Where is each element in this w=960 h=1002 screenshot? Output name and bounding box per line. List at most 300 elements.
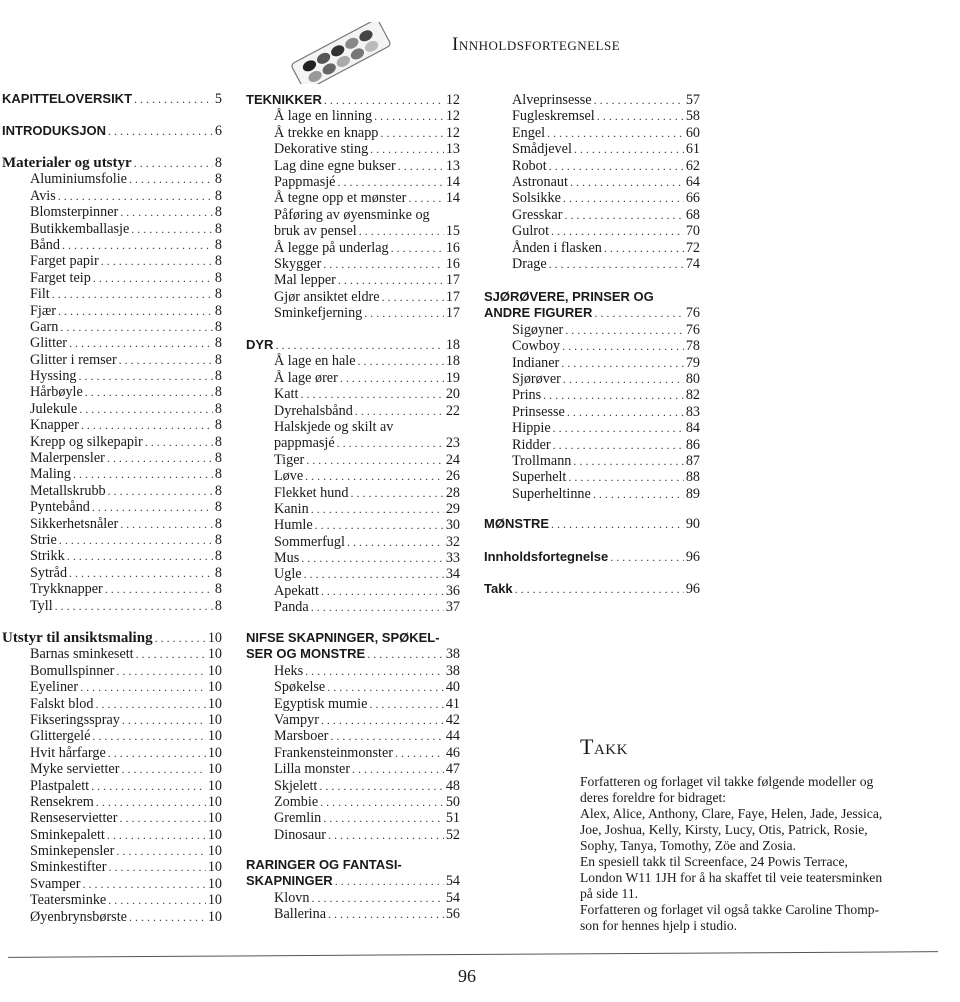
toc-item-title: bruk av pensel: [274, 223, 357, 240]
toc-item: [2, 303, 222, 319]
toc-item: [484, 240, 700, 256]
toc-item-page: 8: [214, 466, 222, 483]
dot-leader: [73, 466, 213, 482]
toc-item: [484, 190, 700, 206]
toc-item-title: Bomullspinner: [30, 662, 115, 679]
toc-item: [246, 696, 460, 712]
toc-item-page: 8: [214, 302, 222, 319]
toc-item-title: Eyeliner: [30, 679, 79, 696]
takk-line: Joe, Joshua, Kelly, Kirsty, Lucy, Otis, Patrick, Rosie,: [580, 822, 868, 837]
dot-leader: [80, 679, 206, 695]
dot-leader: [107, 827, 206, 843]
takk-line: London W11 1JH for å ha skaffet til veie teatersminken: [580, 870, 883, 885]
toc-item-page: 8: [214, 368, 222, 385]
toc-item-page: 14: [445, 173, 460, 190]
toc-item-title: Tiger: [274, 451, 305, 468]
toc-item-page: 8: [214, 384, 222, 401]
dot-leader: [352, 761, 444, 777]
toc-item-title: Smådjevel: [512, 141, 572, 158]
toc-item: [2, 679, 222, 695]
toc-item-title: Pappmasjé: [274, 173, 336, 190]
toc-item-title: Lilla monster: [274, 761, 351, 778]
toc-item-title: Sjørøver: [512, 370, 561, 387]
toc-item-page: 38: [445, 662, 460, 679]
dot-leader: [543, 387, 684, 403]
toc-item-title: Katt: [274, 386, 299, 403]
toc-item-page: 26: [445, 468, 460, 485]
toc-item: [484, 322, 700, 338]
takk-section: [580, 734, 940, 934]
toc-item-title: Cowboy: [512, 338, 561, 355]
toc-item: [2, 532, 222, 548]
toc-item: [246, 435, 460, 451]
dot-leader: [547, 125, 684, 141]
toc-item-page: 82: [685, 387, 700, 404]
dot-leader: [108, 745, 206, 761]
toc-item: [484, 338, 700, 354]
dot-leader: [105, 581, 213, 597]
toc-item-title: Indianer: [512, 354, 560, 371]
toc-item: [246, 583, 460, 599]
dot-leader: [108, 892, 206, 908]
toc-item-title: Dekorative sting: [274, 141, 369, 158]
toc-item-title: Gulrot: [512, 223, 550, 240]
toc-item: [2, 745, 222, 761]
toc-item-title: Sigøyner: [512, 321, 564, 338]
toc-item: [2, 548, 222, 564]
toc-item: [246, 125, 460, 141]
toc-item: [2, 237, 222, 253]
toc-item-title: Å lage ører: [274, 369, 338, 386]
toc-item-page: 22: [445, 402, 460, 419]
toc-item-page: 32: [445, 533, 460, 550]
toc-item-page: 87: [685, 452, 700, 469]
toc-item-page: 10: [207, 711, 222, 728]
toc-item-page: 83: [685, 403, 700, 420]
toc-item-title: Aluminiumsfolie: [30, 171, 127, 188]
toc-item-title: Metallskrubb: [30, 482, 106, 499]
toc-item-title: Superhelt: [512, 469, 567, 486]
toc-item: [2, 221, 222, 237]
toc-item: [484, 141, 700, 157]
toc-section-raringer: RARINGER OG FANTASI- SKAPNINGER . . . 54 Klovn . . . 54 Ballerina . . . 56: [246, 857, 460, 923]
toc-item-page: 8: [214, 450, 222, 467]
toc-item-title: Løve: [274, 468, 304, 485]
toc-item: [484, 486, 700, 502]
dot-leader: [382, 289, 444, 305]
takk-line: Forfatteren og forlaget vil også takke Caroline Thomp-: [580, 902, 880, 917]
dot-leader: [96, 794, 206, 810]
dot-leader: [311, 890, 443, 906]
dot-leader: [311, 501, 444, 517]
toc-item-page: 10: [207, 908, 222, 925]
toc-item: [484, 158, 700, 174]
toc-item: [2, 794, 222, 810]
dot-leader: [131, 221, 213, 237]
toc-item-title: Strie: [30, 531, 57, 548]
toc-item: [2, 204, 222, 220]
toc-item: [246, 778, 460, 794]
toc-item-title: Frankensteinmonster: [274, 744, 393, 761]
toc-section-continued: [484, 92, 700, 272]
toc-item: [246, 353, 460, 369]
toc-item-page: 51: [445, 810, 460, 827]
toc-item-title: Øyenbrynsbørste: [30, 908, 127, 925]
toc-item-page: 17: [445, 288, 460, 305]
toc-item: [484, 174, 700, 190]
dot-leader: [549, 158, 684, 174]
toc-item: [484, 355, 700, 371]
dot-leader: [380, 125, 443, 141]
dot-leader: [300, 386, 443, 402]
toc-item-title: Tyll: [30, 597, 53, 614]
toc-item-title: Filt: [30, 286, 50, 303]
toc-item: [246, 174, 460, 190]
toc-item-page: 10: [207, 646, 222, 663]
dot-leader: [593, 486, 684, 502]
dot-leader: [347, 534, 444, 550]
toc-item: [246, 906, 460, 922]
toc-item-title: Mus: [274, 550, 300, 567]
toc-item-title: Marsboer: [274, 728, 329, 745]
toc-item-title: Ugle: [274, 566, 302, 583]
takk-line: son for hennes hjelp i studio.: [580, 918, 738, 933]
dot-leader: [145, 434, 213, 450]
toc-item-title: Humle: [274, 517, 313, 534]
toc-item: [2, 778, 222, 794]
toc-entry-innholdsfortegnelse: Innholdsfortegnelse . . . 96: [484, 549, 700, 565]
toc-item-page: 8: [214, 351, 222, 368]
toc-item: [246, 663, 460, 679]
toc-item-page: 8: [214, 531, 222, 548]
toc-item-title: Svamper: [30, 875, 81, 892]
toc-item-title: Julekule: [30, 400, 78, 417]
toc-item-title: Zombie: [274, 793, 319, 810]
toc-item: [2, 171, 222, 187]
dot-leader: [59, 532, 213, 548]
dot-leader: [116, 843, 205, 859]
toc-item-title: Å trekke en knapp: [274, 124, 379, 141]
toc-item: [2, 761, 222, 777]
dot-leader: [604, 240, 684, 256]
takk-text: [580, 774, 940, 934]
toc-item: [246, 485, 460, 501]
toc-item-page: 57: [685, 92, 700, 108]
toc-item: [2, 810, 222, 826]
dot-leader: [79, 401, 213, 417]
toc-item-title: Sommerfugl: [274, 533, 345, 550]
toc-item-page: 56: [445, 906, 460, 923]
dot-leader: [121, 761, 205, 777]
toc-item-page: 10: [207, 826, 222, 843]
dot-leader: [567, 404, 684, 420]
toc-item: [2, 663, 222, 679]
dot-leader: [129, 909, 206, 925]
dot-leader: [369, 696, 443, 712]
dot-leader: [563, 371, 684, 387]
toc-item-page: 13: [445, 141, 460, 158]
toc-item-title: Hårbøyle: [30, 384, 83, 401]
dot-leader: [67, 548, 213, 564]
dot-leader: [60, 319, 213, 335]
toc-item: [246, 501, 460, 517]
toc-item: [484, 404, 700, 420]
toc-item-title: pappmasjé: [274, 435, 335, 452]
toc-item-page: 62: [685, 157, 700, 174]
dot-leader: [119, 352, 213, 368]
makeup-palette-illustration: [285, 22, 395, 84]
toc-item-title: Rensekrem: [30, 793, 94, 810]
dot-leader: [319, 778, 443, 794]
toc-item-page: 74: [685, 255, 700, 272]
toc-item-page: 8: [214, 515, 222, 532]
toc-item: [2, 253, 222, 269]
toc-item-title: Butikkemballasje: [30, 220, 130, 237]
toc-item-page: 70: [685, 223, 700, 240]
toc-item: [246, 190, 460, 206]
toc-item-page: 17: [445, 305, 460, 322]
toc-item-page: 52: [445, 826, 460, 843]
toc-item-page: 8: [214, 236, 222, 253]
toc-item: [2, 352, 222, 368]
page-number: 96: [458, 966, 476, 986]
toc-section-nifse: NIFSE SKAPNINGER, SPØKEL- SER OG MONSTRE . . . 38 Heks . . . 38 Spøkelse . . . 40 Egyptisk mumie . . . 41 Vampyr . . . 42 Marsboer . . . 44 Frankensteinmonster . . . 46 Lilla monster . . . 47 Skjelett . . . 48 Zombie . . . 50 Gremlin . . . 51 Dinosaur . . . 52: [246, 630, 460, 843]
toc-item-title: Astronaut: [512, 173, 568, 190]
dot-leader: [551, 223, 684, 239]
toc-item: [246, 158, 460, 174]
toc-item-page: 10: [207, 679, 222, 696]
dot-leader: [108, 859, 205, 875]
toc-item: [246, 728, 460, 744]
toc-item: [484, 92, 700, 108]
toc-item: [246, 679, 460, 695]
toc-item: [246, 272, 460, 288]
dot-leader: [563, 190, 684, 206]
toc-item-page: 46: [445, 744, 460, 761]
toc-item: [246, 810, 460, 826]
toc-item-page: 48: [445, 777, 460, 794]
page-title: Innholdsfortegnelse: [452, 34, 621, 55]
dot-leader: [311, 599, 444, 615]
toc-item-page: 66: [685, 190, 700, 207]
toc-item-title: Sikkerhetsnåler: [30, 515, 119, 532]
dot-leader: [340, 370, 444, 386]
toc-item: [2, 270, 222, 286]
dot-leader: [301, 550, 444, 566]
toc-item-page: 89: [685, 485, 700, 502]
dot-leader: [594, 92, 684, 108]
toc-item-title: Barnas sminkesett: [30, 646, 134, 663]
toc-item: [2, 598, 222, 614]
toc-item-title: Robot: [512, 157, 547, 174]
dot-leader: [337, 435, 444, 451]
toc-item-title: Fjær: [30, 302, 57, 319]
dot-leader: [101, 253, 213, 269]
dot-leader: [85, 384, 213, 400]
dot-leader: [69, 335, 213, 351]
dot-leader: [391, 240, 444, 256]
toc-item: [246, 403, 460, 419]
toc-item-page: 10: [207, 728, 222, 745]
toc-item: [2, 188, 222, 204]
dot-leader: [408, 190, 443, 206]
dot-leader: [337, 174, 443, 190]
toc-item-page: 10: [207, 662, 222, 679]
toc-item-title: Flekket hund: [274, 484, 349, 501]
toc-item-title: Gremlin: [274, 810, 322, 827]
toc-item-page: 17: [445, 272, 460, 289]
toc-item: [484, 453, 700, 469]
dot-leader: [93, 270, 213, 286]
toc-item-page: 40: [445, 679, 460, 696]
toc-item-page: 58: [685, 108, 700, 125]
toc-item-title: Heks: [274, 662, 304, 679]
takk-line: Forfatteren og forlaget vil takke følgende modeller og: [580, 774, 874, 789]
toc-item: [2, 581, 222, 597]
toc-item: [246, 761, 460, 777]
toc-item-title: Panda: [274, 599, 309, 616]
toc-item-page: 8: [214, 335, 222, 352]
toc-item: [484, 207, 700, 223]
toc-item-page: 15: [445, 223, 460, 240]
takk-line: Alex, Alice, Anthony, Clare, Faye, Helen, Jade, Jessica,: [580, 806, 883, 821]
dot-leader: [95, 696, 205, 712]
toc-item-page: 8: [214, 417, 222, 434]
toc-item-title: Trollmann: [512, 452, 572, 469]
toc-section-dyr: DYR . . . 18 Å lage en hale . . . 18 Å lage ører . . . 19 Katt . . . 20 Dyrehalsbånd . . . 22 Halskjede og skilt av pappmasjé . . . 23 Tiger . . . 24 Løve . . . 26 Flekket hund . . . 28 Kanin . . . 29 Humle . . . 30 Sommerfugl . . . 32 Mus . . . 33 Ugle . . . 34 Apekatt . . . 36 Panda . . . 37: [246, 337, 460, 616]
toc-item-title: Hvit hårfarge: [30, 744, 106, 761]
toc-item-page: 61: [685, 141, 700, 158]
toc-item: [246, 599, 460, 615]
dot-leader: [62, 237, 213, 253]
toc-item: [2, 876, 222, 892]
toc-item-page: 80: [685, 370, 700, 387]
toc-item-title: Avis: [30, 187, 56, 204]
dot-leader: [568, 469, 683, 485]
toc-item-page: 13: [445, 157, 460, 174]
toc-item: [2, 335, 222, 351]
toc-item: [2, 368, 222, 384]
toc-item-page: 8: [214, 220, 222, 237]
toc-item-page: 88: [685, 469, 700, 486]
toc-item-page: 10: [207, 810, 222, 827]
dot-leader: [79, 368, 213, 384]
toc-item: [246, 452, 460, 468]
dot-leader: [370, 141, 444, 157]
toc-item-title: Strikk: [30, 548, 65, 565]
toc-item: [484, 469, 700, 485]
toc-item: [2, 892, 222, 908]
toc-item-title: Vampyr: [274, 711, 319, 728]
toc-item-page: 64: [685, 173, 700, 190]
toc-item: [246, 240, 460, 256]
toc-item-title: Fikseringsspray: [30, 711, 120, 728]
dot-leader: [570, 174, 684, 190]
toc-item-page: 84: [685, 420, 700, 437]
toc-item-line: Halskjede og skilt av: [274, 418, 394, 435]
toc-item: [2, 646, 222, 662]
toc-item: [246, 108, 460, 124]
toc-item-title: Prins: [512, 387, 542, 404]
toc-item-title: Krepp og silkepapir: [30, 433, 143, 450]
toc-item-title: Ballerina: [274, 906, 326, 923]
toc-item-title: Trykknapper: [30, 581, 103, 598]
toc-item-page: 16: [445, 255, 460, 272]
toc-item-title: Skygger: [274, 255, 322, 272]
toc-item-title: Apekatt: [274, 582, 319, 599]
toc-item-title: Ånden i flasken: [512, 239, 602, 256]
toc-item: [2, 434, 222, 450]
takk-line: på side 11.: [580, 886, 639, 901]
toc-item: [246, 517, 460, 533]
dot-leader: [355, 403, 444, 419]
toc-item-page: 29: [445, 500, 460, 517]
toc-item-title: Klovn: [274, 889, 310, 906]
takk-line: En spesiell takk til Screenface, 24 Powis Terrace,: [580, 854, 848, 869]
toc-item-title: Maling: [30, 466, 71, 483]
toc-item-title: Sminkepensler: [30, 843, 115, 860]
toc-item-title: Engel: [512, 124, 546, 141]
toc-item-title: Lag dine egne bukser: [274, 157, 396, 174]
dot-leader: [129, 171, 213, 187]
dot-leader: [305, 468, 444, 484]
toc-section-materialer: Materialer og utstyr . . . 8 Aluminiumsfolie . . . 8 Avis . . . 8 Blomsterpinner . . . 8 Butikkemballasje . . . 8 Bånd . . . 8 Farget papir . . . 8 Farget teip . . . 8 Filt . . . 8 Fjær . . . 8 Garn . . . 8 Glitter . . . 8 Glitter i remser . . . 8 Hyssing . . . 8 Hårbøyle . . . 8 Julekule . . . 8 Knapper . . . 8 Krepp og silkepapir . . . 8 Malerpensler . . . 8 Maling . . . 8 Metallskrubb . . . 8 Pyntebånd . . . 8 Sikkerhetsnåler . . . 8 Strie . . . 8 Strikk . . . 8 Sytråd . . . 8 Trykknapper . . . 8 Tyll . . . 8: [2, 155, 222, 614]
dot-leader: [553, 437, 684, 453]
toc-item: [2, 286, 222, 302]
toc-item-page: 8: [214, 171, 222, 188]
dot-leader: [561, 355, 684, 371]
toc-item-title: Dyrehalsbånd: [274, 402, 353, 419]
toc-item-title: Pyntebånd: [30, 499, 90, 516]
bottom-rule: [8, 951, 938, 958]
dot-leader: [58, 303, 213, 319]
toc-item-title: Å legge på underlag: [274, 239, 389, 256]
toc-item: [2, 843, 222, 859]
toc-item: [246, 141, 460, 157]
toc-item-page: 8: [214, 433, 222, 450]
toc-item: [2, 827, 222, 843]
toc-item-page: 44: [445, 728, 460, 745]
toc-item-page: 8: [214, 597, 222, 614]
toc-item: [246, 223, 460, 239]
toc-item-title: Glittergelé: [30, 728, 91, 745]
toc-item-title: Garn: [30, 318, 59, 335]
toc-item-page: 8: [214, 286, 222, 303]
toc-item: [2, 859, 222, 875]
toc-item: [484, 125, 700, 141]
toc-item: [484, 223, 700, 239]
toc-item-title: Knapper: [30, 417, 79, 434]
toc-item-title: Skjelett: [274, 777, 318, 794]
toc-item-page: 79: [685, 354, 700, 371]
toc-item-page: 60: [685, 124, 700, 141]
toc-section-utstyr: Utstyr til ansiktsmaling . . . 10 Barnas sminkesett . . . 10 Bomullspinner . . . 10 Eyeliner . . . 10 Falskt blod . . . 10 Fikseringsspray . . . 10 Glittergelé . . . 10 Hvit hårfarge . . . 10 Myke servietter . . . 10 Plastpalett . . . 10 Rensekrem . . . 10 Renseservietter . . . 10 Sminkepalett . . . 10 Sminkepensler . . . 10 Sminkestifter . . . 10 Svamper . . . 10 Teatersminke . . . 10 Øyenbrynsbørste . . . 10: [2, 630, 222, 925]
dot-leader: [320, 794, 444, 810]
dot-leader: [55, 598, 213, 614]
toc-item-page: 10: [207, 777, 222, 794]
toc-item-title: Drage: [512, 255, 547, 272]
dot-leader: [338, 272, 444, 288]
toc-item-page: 10: [207, 843, 222, 860]
dot-leader: [91, 778, 206, 794]
toc-item-title: Blomsterpinner: [30, 204, 119, 221]
dot-leader: [92, 499, 213, 515]
dot-leader: [69, 565, 213, 581]
toc-item-page: 10: [207, 892, 222, 909]
toc-item-page: 8: [214, 187, 222, 204]
toc-item-page: 76: [685, 321, 700, 338]
toc-item-page: 18: [445, 353, 460, 370]
